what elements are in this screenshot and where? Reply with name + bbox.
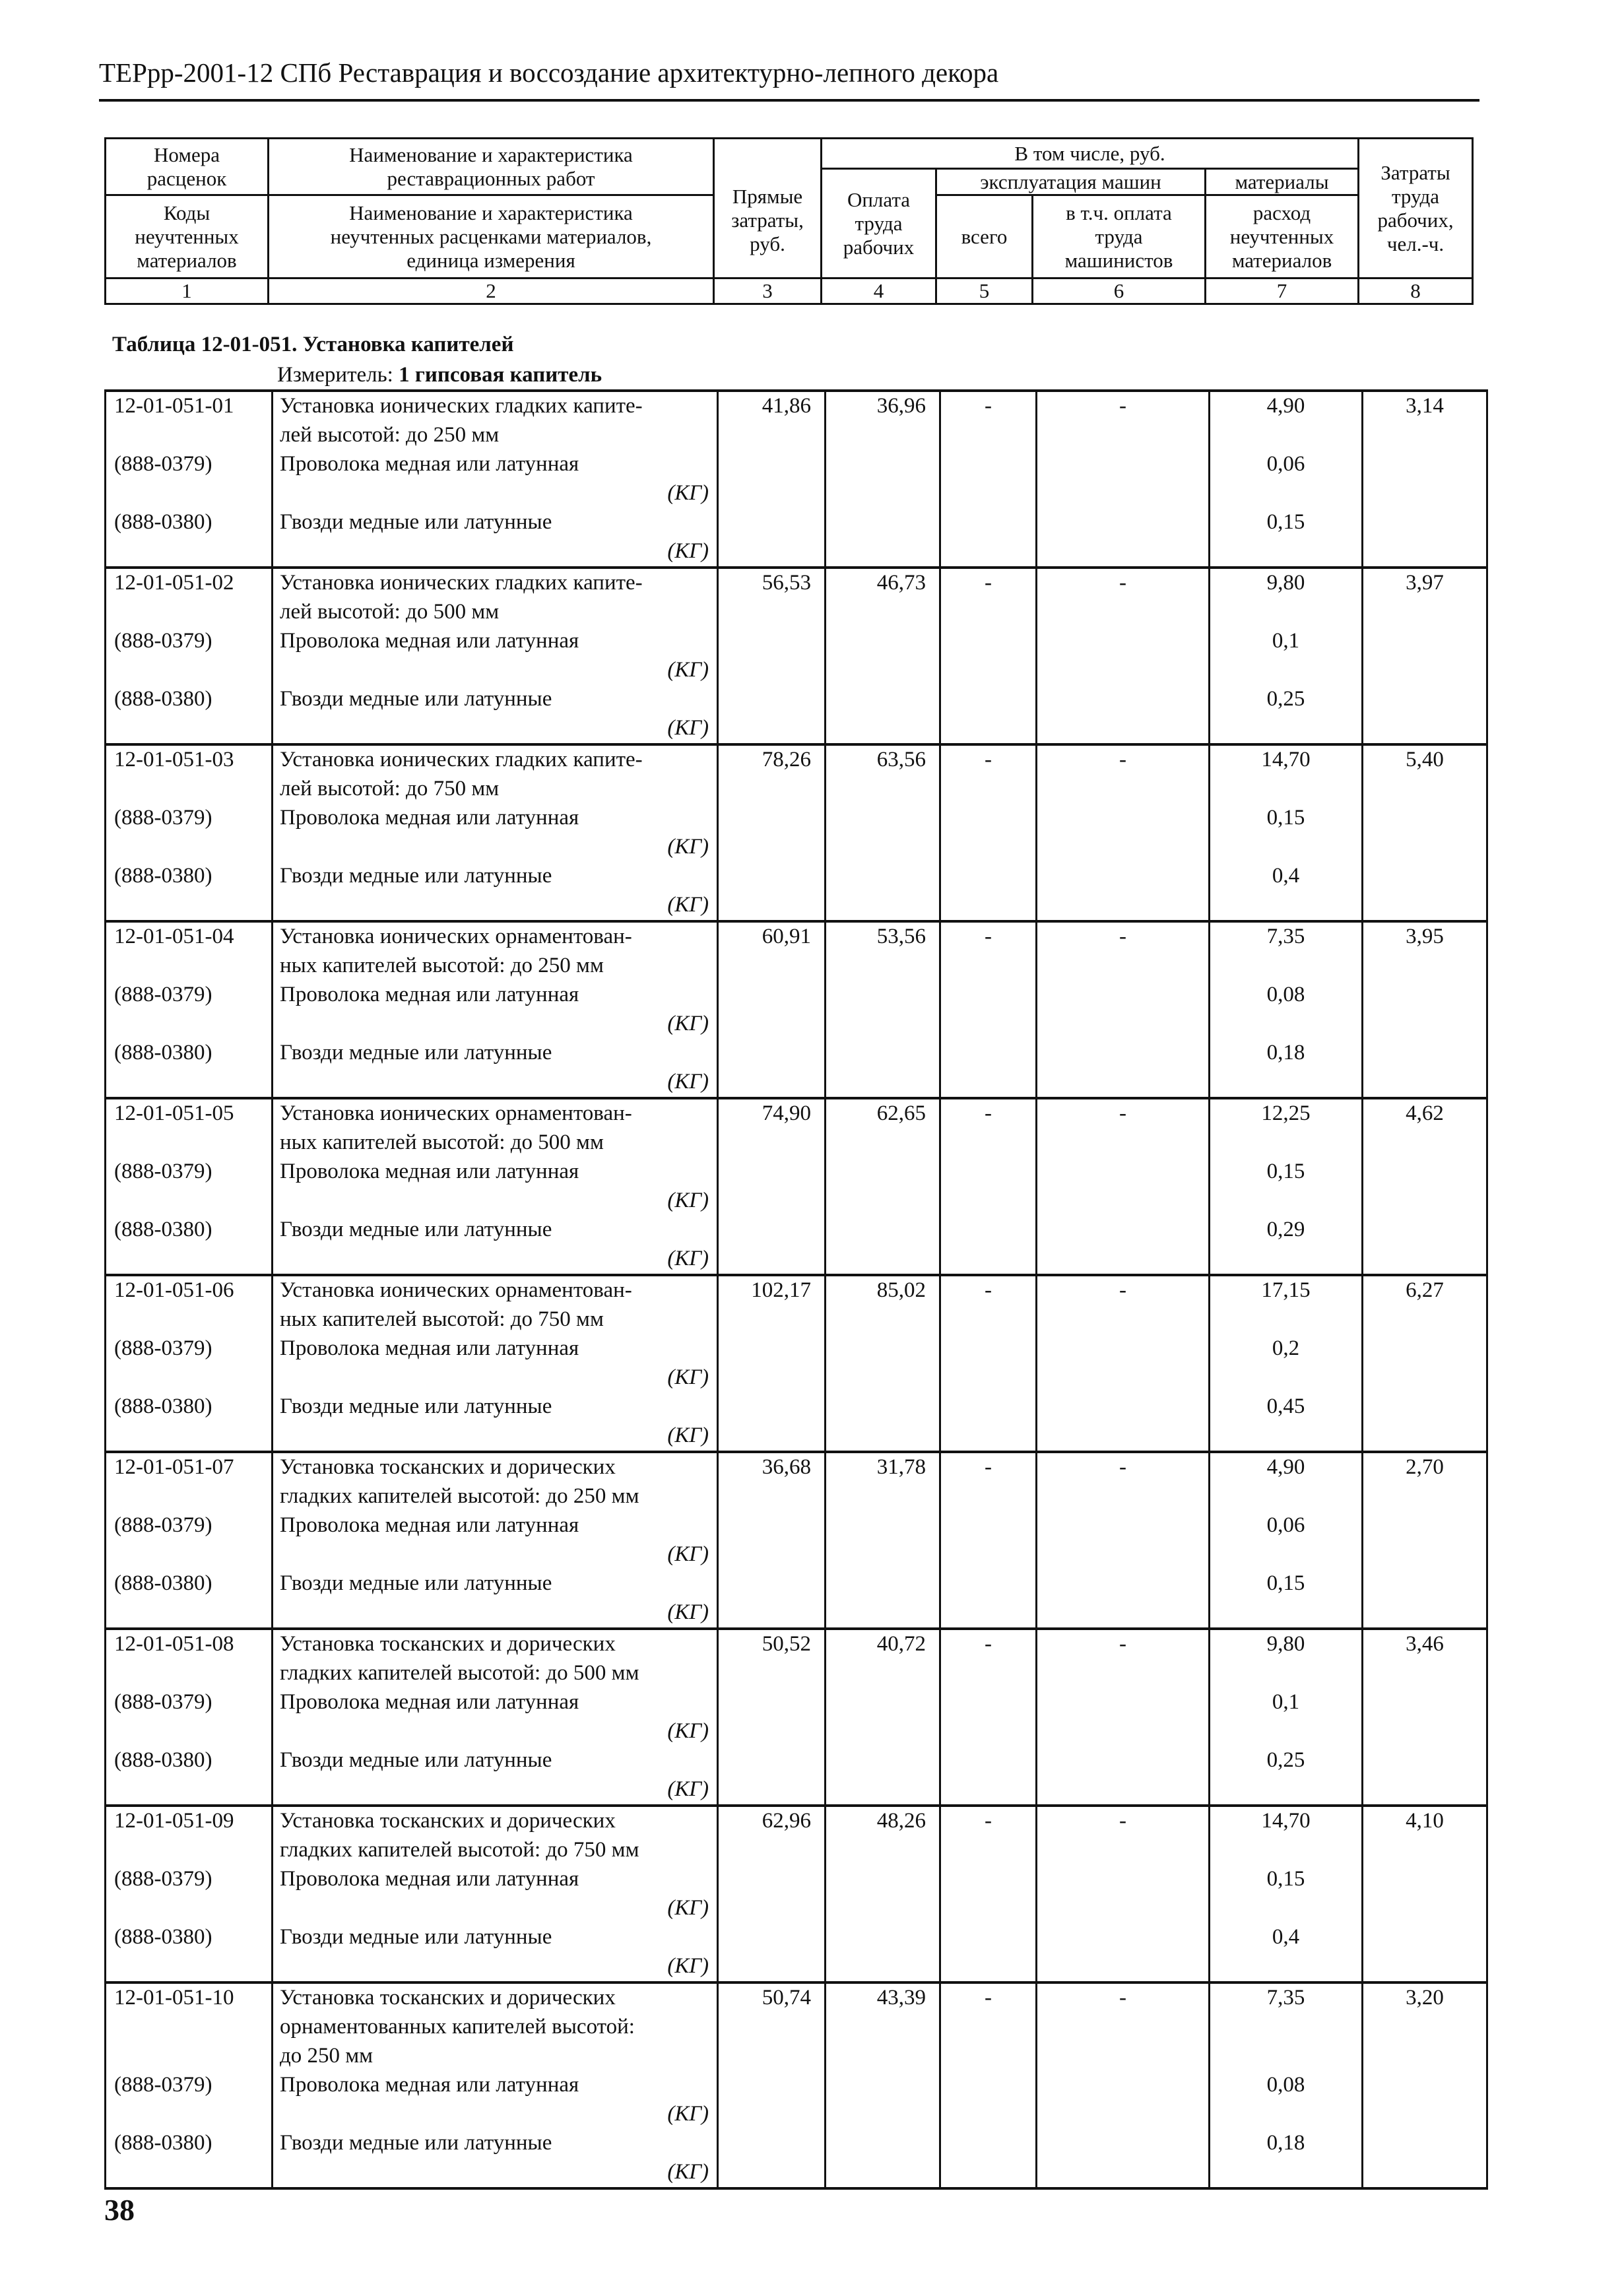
material-unit: (КГ) (667, 1070, 709, 1094)
labor-cell (826, 1806, 940, 1982)
col-header-material-names: Наименование и характеристика неучтенных расценками материалов, единица измерения (269, 195, 714, 278)
material-unit: (КГ) (667, 1365, 709, 1389)
material-usage-wire: 0,15 (1266, 1160, 1305, 1183)
material-name-wire: Проволока медная или латунная (280, 806, 579, 830)
material-usage-wire: 0,2 (1272, 1336, 1300, 1360)
operator-pay: - (1119, 571, 1126, 595)
table-title: Таблица 12-01-051. Установка капителей (112, 333, 514, 356)
operator-pay: - (1119, 1455, 1126, 1479)
col-header-rate-numbers: Номера расценок (106, 139, 269, 195)
material-unit: (КГ) (667, 2102, 709, 2126)
machines-cell (940, 1982, 1037, 2188)
code-cell (106, 1629, 273, 1806)
material-usage-nails: 0,45 (1266, 1394, 1305, 1418)
col-header-material-codes: Коды неучтенных материалов (106, 195, 269, 278)
material-name-nails: Гвозди медные или латунные (280, 2131, 552, 2155)
operator-cell (1037, 568, 1210, 744)
material-name-nails: Гвозди медные или латунные (280, 1571, 552, 1595)
labor-hours: 3,20 (1406, 1986, 1444, 2010)
labor-cell (826, 921, 940, 1098)
labor-hours: 3,95 (1406, 925, 1444, 948)
material-code-wire: (888-0379) (114, 1513, 212, 1537)
machines-total: - (985, 1455, 992, 1479)
rate-code: 12-01-051-02 (114, 571, 234, 595)
material-unit: (КГ) (667, 1600, 709, 1624)
material-unit: (КГ) (667, 1012, 709, 1035)
rate-code: 12-01-051-07 (114, 1455, 234, 1479)
material-usage-wire: 0,06 (1266, 452, 1305, 476)
material-usage-nails: 0,18 (1266, 1041, 1305, 1064)
material-name-nails: Гвозди медные или латунные (280, 687, 552, 711)
operator-cell (1037, 391, 1210, 568)
col-header-labor-hours: Затраты труда рабочих, чел.-ч. (1359, 139, 1473, 278)
labor-cell (826, 391, 940, 568)
machines-total: - (985, 394, 992, 418)
direct-cell (718, 744, 826, 921)
material-code-nails: (888-0380) (114, 1218, 212, 1241)
direct-costs: 74,90 (762, 1101, 811, 1125)
col-header-material-usage: расход неучтенных материалов (1206, 195, 1359, 278)
work-name-line: ных капителей высотой: до 250 мм (280, 954, 604, 977)
operator-cell (1037, 744, 1210, 921)
material-unit: (КГ) (667, 658, 709, 682)
page-header: ТЕРрр-2001-12 СПб Реставрация и воссоздание архитектурно-лепного декора (99, 57, 999, 88)
material-code-nails: (888-0380) (114, 1748, 212, 1772)
material-code-wire: (888-0379) (114, 983, 212, 1006)
hours-cell (1363, 1452, 1487, 1629)
labor-cell (826, 1275, 940, 1452)
labor-cell (826, 1982, 940, 2188)
table-row (106, 1275, 1487, 1452)
worker-pay: 43,39 (876, 1986, 926, 2010)
work-name-line: Установка ионических гладких капите- (280, 571, 643, 595)
material-code-wire: (888-0379) (114, 452, 212, 476)
code-cell (106, 391, 273, 568)
direct-costs: 50,52 (762, 1632, 811, 1656)
machines-total: - (985, 571, 992, 595)
material-usage-wire: 0,15 (1266, 1867, 1305, 1891)
labor-hours: 4,10 (1406, 1809, 1444, 1833)
code-cell (106, 1452, 273, 1629)
material-usage-nails: 0,15 (1266, 510, 1305, 534)
work-name-line: ных капителей высотой: до 500 мм (280, 1130, 604, 1154)
header-rule (99, 99, 1479, 102)
measure-unit: Измеритель: 1 гипсовая капитель (277, 363, 602, 387)
machines-total: - (985, 1986, 992, 2010)
labor-hours: 6,27 (1406, 1278, 1444, 1302)
work-name-line: Установка ионических орнаментован- (280, 1278, 632, 1302)
direct-costs: 50,74 (762, 1986, 811, 2010)
work-name-line: гладких капителей высотой: до 500 мм (280, 1661, 639, 1685)
machines-cell (940, 1452, 1037, 1629)
material-name-wire: Проволока медная или латунная (280, 629, 579, 653)
machines-cell (940, 568, 1037, 744)
name-cell (273, 744, 718, 921)
name-cell (273, 1982, 718, 2188)
operator-pay: - (1119, 1986, 1126, 2010)
hours-cell (1363, 1806, 1487, 1982)
direct-cell (718, 1629, 826, 1806)
machines-total: - (985, 748, 992, 771)
col-header-machines-total: всего (936, 195, 1033, 278)
hours-cell (1363, 1982, 1487, 2188)
material-unit: (КГ) (667, 1542, 709, 1566)
direct-costs: 56,53 (762, 571, 811, 595)
code-cell (106, 568, 273, 744)
hours-cell (1363, 568, 1487, 744)
operator-pay: - (1119, 394, 1126, 418)
material-code-nails: (888-0380) (114, 687, 212, 711)
direct-cell (718, 921, 826, 1098)
name-cell (273, 1098, 718, 1275)
table-row (106, 1098, 1487, 1275)
work-name-line: Установка ионических гладких капите- (280, 394, 643, 418)
materials-cost: 14,70 (1261, 748, 1311, 771)
work-name-line: Установка ионических орнаментован- (280, 925, 632, 948)
rate-code: 12-01-051-09 (114, 1809, 234, 1833)
material-name-wire: Проволока медная или латунная (280, 1867, 579, 1891)
material-name-nails: Гвозди медные или латунные (280, 510, 552, 534)
work-name-line: лей высотой: до 250 мм (280, 423, 500, 447)
material-code-nails: (888-0380) (114, 1925, 212, 1949)
machines-cell (940, 1806, 1037, 1982)
direct-cell (718, 1452, 826, 1629)
material-name-wire: Проволока медная или латунная (280, 1336, 579, 1360)
material-unit: (КГ) (667, 1954, 709, 1978)
rate-code: 12-01-051-04 (114, 925, 234, 948)
col-header-machines: эксплуатация машин (936, 169, 1206, 195)
material-name-nails: Гвозди медные или латунные (280, 864, 552, 888)
column-number-row: 1 2 3 4 5 6 7 8 (106, 278, 1473, 304)
name-cell (273, 1806, 718, 1982)
direct-costs: 36,68 (762, 1455, 811, 1479)
material-code-nails: (888-0380) (114, 1394, 212, 1418)
hours-cell (1363, 744, 1487, 921)
material-unit: (КГ) (667, 1189, 709, 1212)
material-usage-wire: 0,06 (1266, 1513, 1305, 1537)
material-code-nails: (888-0380) (114, 2131, 212, 2155)
materials-cell (1210, 921, 1363, 1098)
col-header-worker-pay: Оплата труда рабочих (822, 169, 936, 278)
work-name-line: орнаментованных капителей высотой: (280, 2015, 635, 2039)
material-name-wire: Проволока медная или латунная (280, 2073, 579, 2097)
materials-cell (1210, 1806, 1363, 1982)
material-name-nails: Гвозди медные или латунные (280, 1218, 552, 1241)
rate-code: 12-01-051-05 (114, 1101, 234, 1125)
materials-cost: 7,35 (1266, 925, 1305, 948)
materials-cost: 9,80 (1266, 1632, 1305, 1656)
rate-code: 12-01-051-08 (114, 1632, 234, 1656)
table-row (106, 921, 1487, 1098)
work-name-line: до 250 мм (280, 2044, 374, 2068)
work-name-line: Установка тосканских и дорических (280, 1632, 616, 1656)
machines-cell (940, 391, 1037, 568)
direct-costs: 41,86 (762, 394, 811, 418)
material-unit: (КГ) (667, 1896, 709, 1920)
worker-pay: 85,02 (876, 1278, 926, 1302)
material-name-wire: Проволока медная или латунная (280, 1160, 579, 1183)
operator-pay: - (1119, 748, 1126, 771)
material-name-wire: Проволока медная или латунная (280, 983, 579, 1006)
machines-cell (940, 744, 1037, 921)
materials-cell (1210, 1452, 1363, 1629)
operator-cell (1037, 1098, 1210, 1275)
material-usage-nails: 0,25 (1266, 1748, 1305, 1772)
material-unit: (КГ) (667, 835, 709, 859)
worker-pay: 63,56 (876, 748, 926, 771)
worker-pay: 40,72 (876, 1632, 926, 1656)
material-code-wire: (888-0379) (114, 2073, 212, 2097)
work-name-line: Установка тосканских и дорических (280, 1986, 616, 2010)
work-name-line: Установка тосканских и дорических (280, 1809, 616, 1833)
materials-cost: 14,70 (1261, 1809, 1311, 1833)
col-header-group: В том числе, руб. (822, 139, 1359, 169)
material-code-wire: (888-0379) (114, 629, 212, 653)
material-code-wire: (888-0379) (114, 806, 212, 830)
material-name-wire: Проволока медная или латунная (280, 1513, 579, 1537)
page-number: 38 (104, 2193, 135, 2227)
materials-cost: 12,25 (1261, 1101, 1311, 1125)
material-code-wire: (888-0379) (114, 1160, 212, 1183)
rate-code: 12-01-051-03 (114, 748, 234, 771)
machines-total: - (985, 925, 992, 948)
materials-cost: 17,15 (1261, 1278, 1311, 1302)
material-unit: (КГ) (667, 1719, 709, 1743)
material-name-nails: Гвозди медные или латунные (280, 1041, 552, 1064)
machines-total: - (985, 1809, 992, 1833)
name-cell (273, 391, 718, 568)
material-unit: (КГ) (667, 1424, 709, 1447)
labor-hours: 3,46 (1406, 1632, 1444, 1656)
materials-cost: 4,90 (1266, 1455, 1305, 1479)
material-unit: (КГ) (667, 716, 709, 740)
material-usage-nails: 0,18 (1266, 2131, 1305, 2155)
labor-cell (826, 1098, 940, 1275)
direct-cell (718, 1098, 826, 1275)
name-cell (273, 921, 718, 1098)
material-unit: (КГ) (667, 539, 709, 563)
direct-cell (718, 1275, 826, 1452)
work-name-line: Установка ионических гладких капите- (280, 748, 643, 771)
material-code-wire: (888-0379) (114, 1690, 212, 1714)
name-cell (273, 568, 718, 744)
direct-cell (718, 1982, 826, 2188)
operator-cell (1037, 1452, 1210, 1629)
table-row (106, 1982, 1487, 2188)
materials-cell (1210, 1982, 1363, 2188)
materials-cost: 4,90 (1266, 394, 1305, 418)
code-cell (106, 1275, 273, 1452)
material-usage-nails: 0,25 (1266, 687, 1305, 711)
name-cell (273, 1452, 718, 1629)
operator-pay: - (1119, 1632, 1126, 1656)
work-name-line: ных капителей высотой: до 750 мм (280, 1307, 604, 1331)
material-name-nails: Гвозди медные или латунные (280, 1394, 552, 1418)
work-name-line: гладких капителей высотой: до 750 мм (280, 1838, 639, 1862)
direct-costs: 62,96 (762, 1809, 811, 1833)
col-header-operator-pay: в т.ч. оплата труда машинистов (1033, 195, 1206, 278)
work-name-line: гладких капителей высотой: до 250 мм (280, 1484, 639, 1508)
labor-hours: 3,97 (1406, 571, 1444, 595)
direct-cell (718, 1806, 826, 1982)
labor-hours: 2,70 (1406, 1455, 1444, 1479)
machines-cell (940, 1275, 1037, 1452)
materials-cost: 7,35 (1266, 1986, 1305, 2010)
material-usage-wire: 0,15 (1266, 806, 1305, 830)
material-usage-nails: 0,29 (1266, 1218, 1305, 1241)
code-cell (106, 744, 273, 921)
materials-cell (1210, 744, 1363, 921)
labor-cell (826, 1629, 940, 1806)
materials-cell (1210, 1629, 1363, 1806)
material-code-wire: (888-0379) (114, 1336, 212, 1360)
machines-cell (940, 921, 1037, 1098)
col-header-work-name: Наименование и характеристика реставрационных работ (269, 139, 714, 195)
material-usage-nails: 0,4 (1272, 1925, 1300, 1949)
table-row (106, 568, 1487, 744)
direct-cell (718, 391, 826, 568)
machines-cell (940, 1629, 1037, 1806)
worker-pay: 46,73 (876, 571, 926, 595)
machines-total: - (985, 1632, 992, 1656)
operator-pay: - (1119, 1809, 1126, 1833)
worker-pay: 62,65 (876, 1101, 926, 1125)
hours-cell (1363, 1098, 1487, 1275)
material-code-nails: (888-0380) (114, 1571, 212, 1595)
material-usage-nails: 0,4 (1272, 864, 1300, 888)
operator-cell (1037, 921, 1210, 1098)
rate-code: 12-01-051-01 (114, 394, 234, 418)
col-header-materials: материалы (1206, 169, 1359, 195)
material-name-nails: Гвозди медные или латунные (280, 1748, 552, 1772)
material-code-wire: (888-0379) (114, 1867, 212, 1891)
rate-code: 12-01-051-10 (114, 1986, 234, 2010)
materials-cell (1210, 1098, 1363, 1275)
worker-pay: 36,96 (876, 394, 926, 418)
hours-cell (1363, 391, 1487, 568)
direct-costs: 60,91 (762, 925, 811, 948)
rate-code: 12-01-051-06 (114, 1278, 234, 1302)
worker-pay: 31,78 (876, 1455, 926, 1479)
direct-cell (718, 568, 826, 744)
hours-cell (1363, 921, 1487, 1098)
labor-cell (826, 744, 940, 921)
materials-cost: 9,80 (1266, 571, 1305, 595)
machines-total: - (985, 1101, 992, 1125)
material-usage-wire: 0,08 (1266, 983, 1305, 1006)
material-unit: (КГ) (667, 1777, 709, 1801)
labor-hours: 3,14 (1406, 394, 1444, 418)
name-cell (273, 1275, 718, 1452)
material-name-wire: Проволока медная или латунная (280, 452, 579, 476)
machines-total: - (985, 1278, 992, 1302)
material-name-nails: Гвозди медные или латунные (280, 1925, 552, 1949)
worker-pay: 48,26 (876, 1809, 926, 1833)
material-unit: (КГ) (667, 481, 709, 505)
labor-cell (826, 1452, 940, 1629)
table-row (106, 1452, 1487, 1629)
labor-cell (826, 568, 940, 744)
code-cell (106, 1098, 273, 1275)
name-cell (273, 1629, 718, 1806)
material-code-nails: (888-0380) (114, 1041, 212, 1064)
operator-cell (1037, 1275, 1210, 1452)
code-cell (106, 1982, 273, 2188)
material-unit: (КГ) (667, 893, 709, 917)
operator-pay: - (1119, 1278, 1126, 1302)
machines-cell (940, 1098, 1037, 1275)
hours-cell (1363, 1275, 1487, 1452)
material-unit: (КГ) (667, 1247, 709, 1270)
material-code-nails: (888-0380) (114, 510, 212, 534)
table-row (106, 1806, 1487, 1982)
work-name-line: лей высотой: до 750 мм (280, 777, 500, 801)
operator-cell (1037, 1982, 1210, 2188)
material-usage-nails: 0,15 (1266, 1571, 1305, 1595)
materials-cell (1210, 1275, 1363, 1452)
labor-hours: 4,62 (1406, 1101, 1444, 1125)
rates-table (104, 389, 1488, 2190)
operator-cell (1037, 1806, 1210, 1982)
column-header-table (104, 137, 1474, 305)
materials-cell (1210, 568, 1363, 744)
table-row (106, 744, 1487, 921)
material-code-nails: (888-0380) (114, 864, 212, 888)
table-row (106, 1629, 1487, 1806)
materials-cell (1210, 391, 1363, 568)
labor-hours: 5,40 (1406, 748, 1444, 771)
work-name-line: Установка тосканских и дорических (280, 1455, 616, 1479)
material-usage-wire: 0,1 (1272, 629, 1300, 653)
code-cell (106, 1806, 273, 1982)
work-name-line: лей высотой: до 500 мм (280, 600, 500, 624)
code-cell (106, 921, 273, 1098)
operator-pay: - (1119, 1101, 1126, 1125)
operator-cell (1037, 1629, 1210, 1806)
direct-costs: 78,26 (762, 748, 811, 771)
col-header-direct-costs: Прямые затраты, руб. (714, 139, 822, 278)
material-name-wire: Проволока медная или латунная (280, 1690, 579, 1714)
direct-costs: 102,17 (751, 1278, 811, 1302)
material-unit: (КГ) (667, 2160, 709, 2184)
operator-pay: - (1119, 925, 1126, 948)
work-name-line: Установка ионических орнаментован- (280, 1101, 632, 1125)
hours-cell (1363, 1629, 1487, 1806)
material-usage-wire: 0,08 (1266, 2073, 1305, 2097)
material-usage-wire: 0,1 (1272, 1690, 1300, 1714)
table-row (106, 391, 1487, 568)
worker-pay: 53,56 (876, 925, 926, 948)
